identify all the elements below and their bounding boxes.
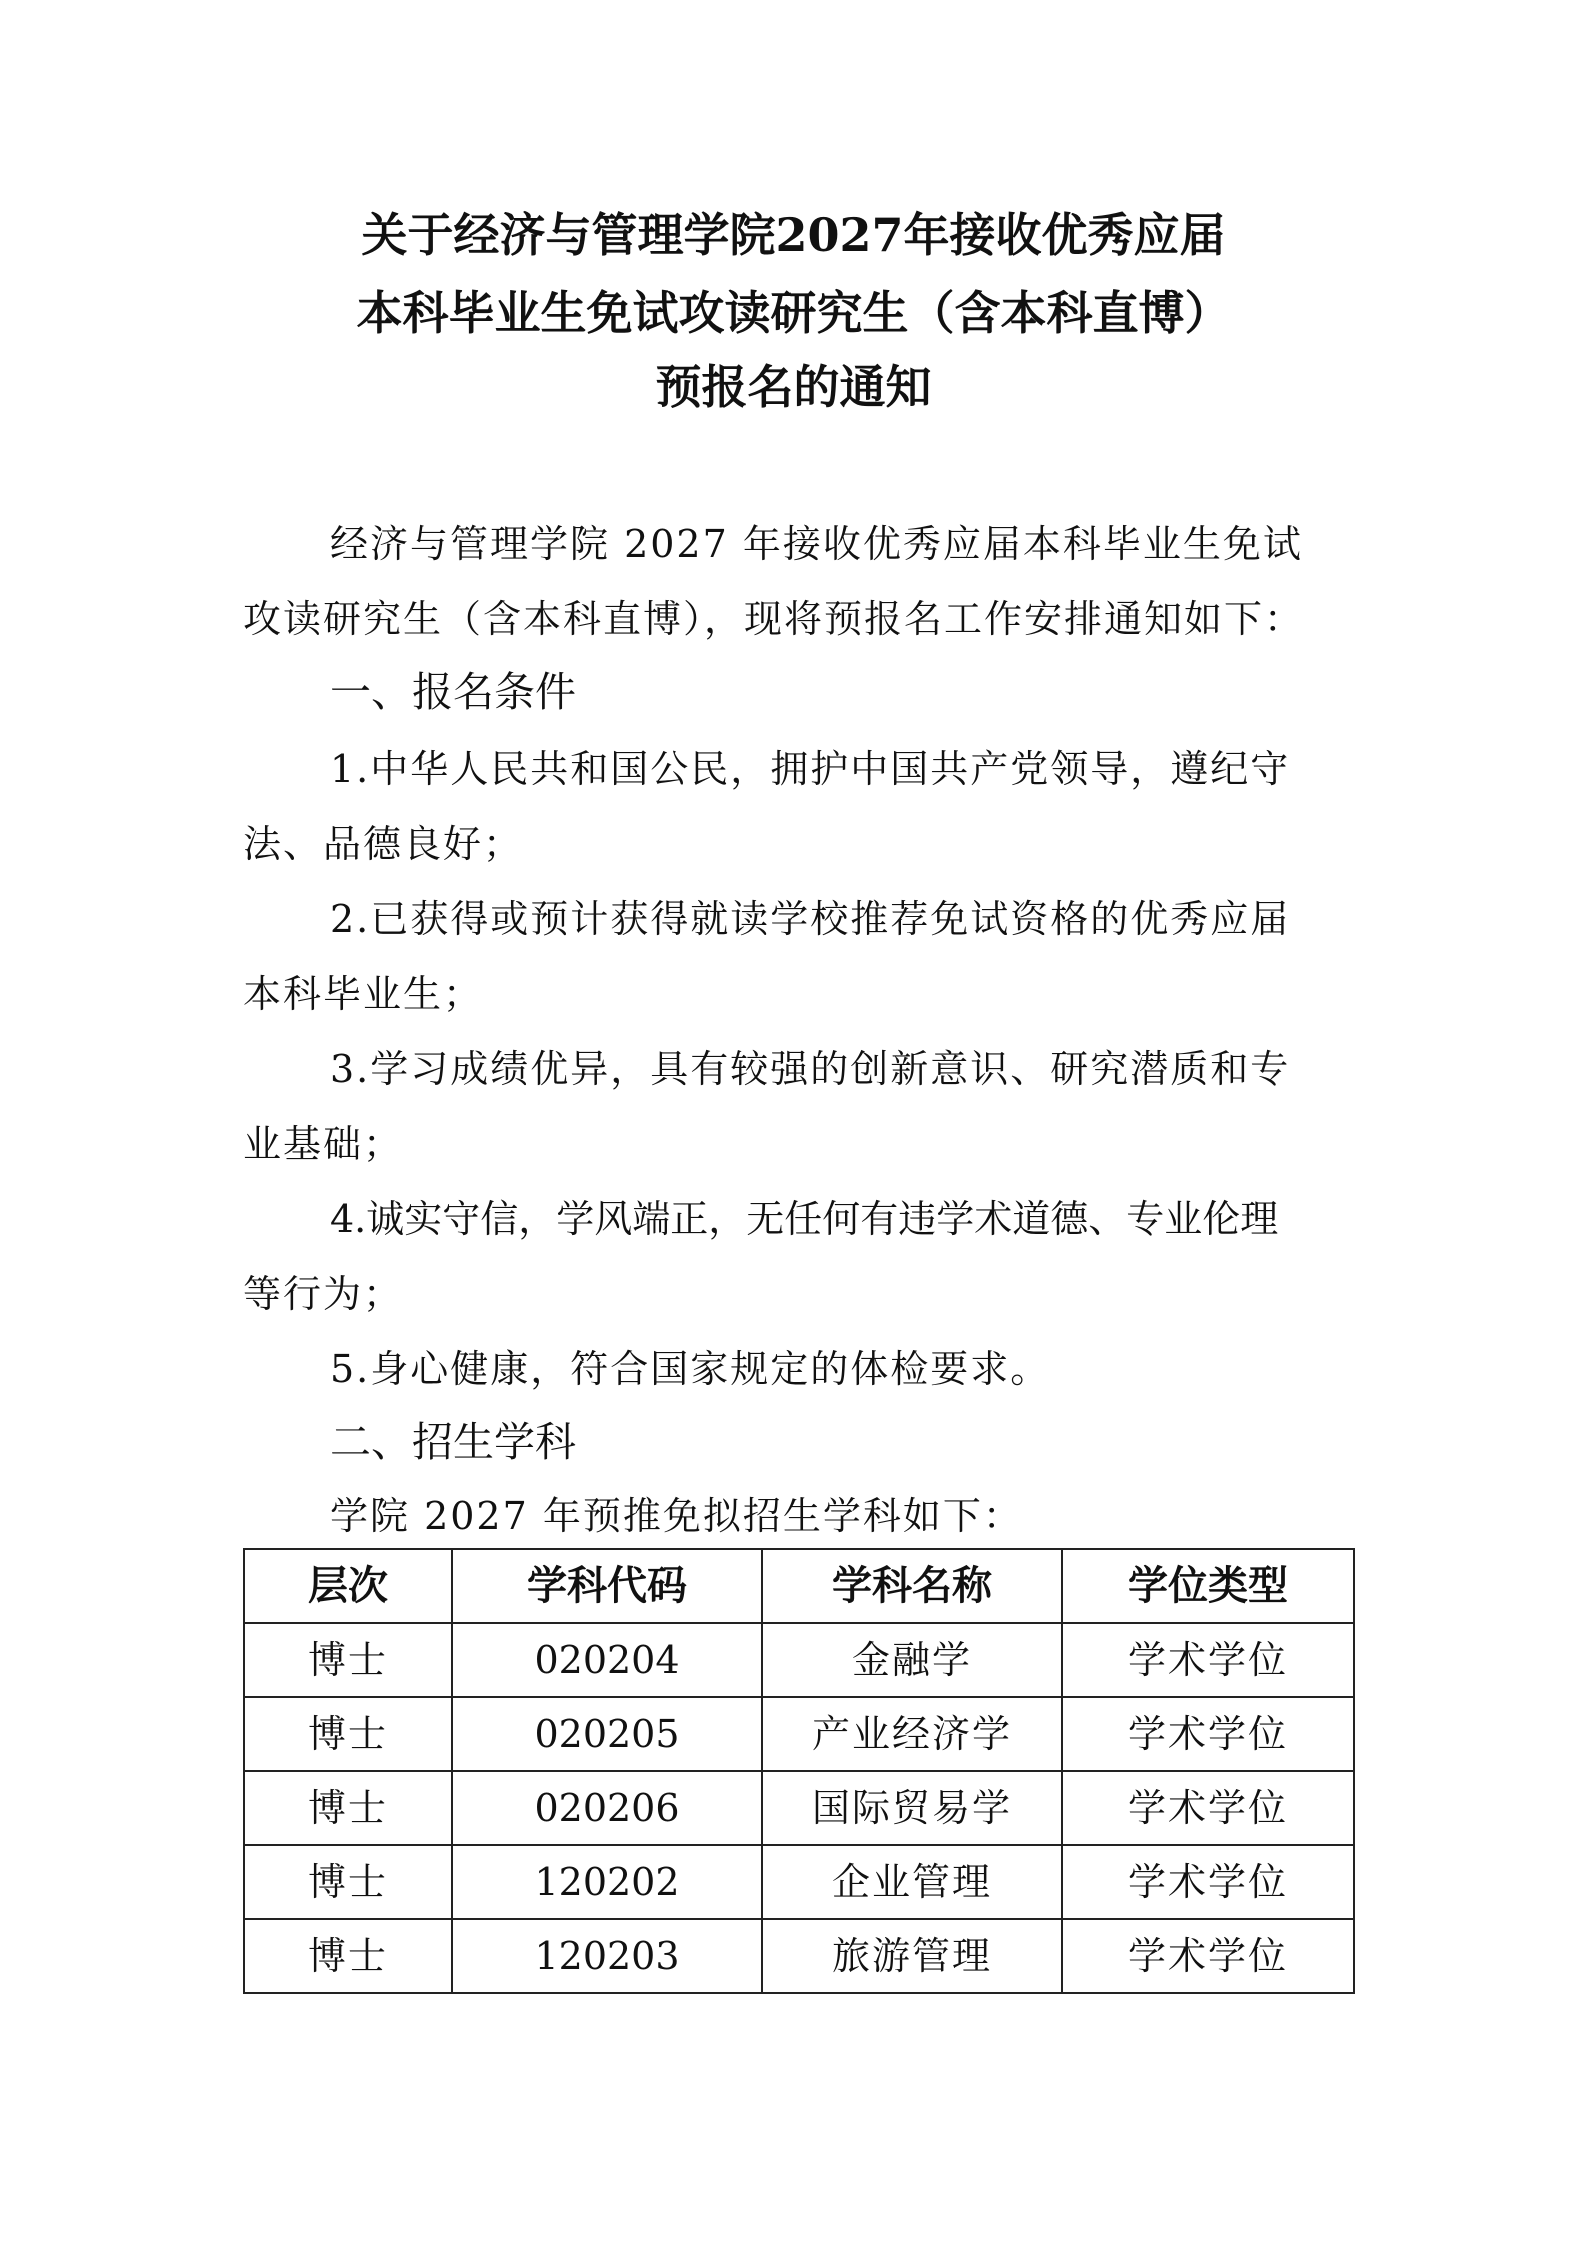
- cell-code: 020206: [452, 1771, 762, 1845]
- condition-2-line-1: 2.已获得或预计获得就读学校推荐免试资格的优秀应届: [330, 897, 1291, 941]
- title-line-1: 关于经济与管理学院2027年接收优秀应届: [361, 208, 1226, 262]
- header-code: 学科代码: [452, 1549, 762, 1623]
- cell-level: 博士: [244, 1697, 452, 1771]
- header-level: 层次: [244, 1549, 452, 1623]
- header-name: 学科名称: [762, 1549, 1062, 1623]
- condition-1-line-1: 1.中华人民共和国公民，拥护中国共产党领导，遵纪守: [330, 747, 1291, 791]
- cell-level: 博士: [244, 1771, 452, 1845]
- cell-level: 博士: [244, 1623, 452, 1697]
- cell-level: 博士: [244, 1919, 452, 1993]
- condition-5: 5.身心健康，符合国家规定的体检要求。: [330, 1347, 1051, 1391]
- cell-name: 金融学: [762, 1623, 1062, 1697]
- table-header-row: [244, 1549, 1354, 1623]
- condition-4-line-2: 等行为；: [243, 1272, 404, 1316]
- cell-degree-type: 学术学位: [1062, 1697, 1354, 1771]
- title-line-2: 本科毕业生免试攻读研究生（含本科直博）: [356, 286, 1231, 340]
- condition-3-line-2: 业基础；: [243, 1122, 404, 1166]
- table-row: [244, 1845, 1354, 1919]
- cell-name: 产业经济学: [762, 1697, 1062, 1771]
- disciplines-table: [243, 1548, 1355, 1994]
- cell-name: 国际贸易学: [762, 1771, 1062, 1845]
- cell-degree-type: 学术学位: [1062, 1845, 1354, 1919]
- cell-code: 020204: [452, 1623, 762, 1697]
- cell-degree-type: 学术学位: [1062, 1771, 1354, 1845]
- condition-1-line-2: 法、品德良好；: [243, 822, 524, 866]
- disciplines-intro: 学院 2027 年预推免拟招生学科如下：: [330, 1494, 1023, 1538]
- section-heading-disciplines: 二、招生学科: [330, 1418, 576, 1466]
- header-degree-type: 学位类型: [1062, 1549, 1354, 1623]
- condition-2-line-2: 本科毕业生；: [243, 972, 484, 1016]
- table-row: [244, 1697, 1354, 1771]
- cell-level: 博士: [244, 1845, 452, 1919]
- cell-name: 旅游管理: [762, 1919, 1062, 1993]
- cell-degree-type: 学术学位: [1062, 1623, 1354, 1697]
- condition-4-line-1: 4.诚实守信，学风端正，无任何有违学术道德、专业伦理: [330, 1197, 1279, 1241]
- cell-code: 120203: [452, 1919, 762, 1993]
- intro-line-2: 攻读研究生（含本科直博），现将预报名工作安排通知如下：: [243, 597, 1305, 641]
- cell-name: 企业管理: [762, 1845, 1062, 1919]
- table-row: [244, 1623, 1354, 1697]
- section-heading-conditions: 一、报名条件: [330, 668, 576, 716]
- table-row: [244, 1919, 1354, 1993]
- intro-line-1: 经济与管理学院 2027 年接收优秀应届本科毕业生免试: [330, 522, 1303, 566]
- cell-code: 120202: [452, 1845, 762, 1919]
- cell-degree-type: 学术学位: [1062, 1919, 1354, 1993]
- table-row: [244, 1771, 1354, 1845]
- title-line-3: 预报名的通知: [655, 360, 932, 414]
- condition-3-line-1: 3.学习成绩优异，具有较强的创新意识、研究潜质和专: [330, 1047, 1291, 1091]
- cell-code: 020205: [452, 1697, 762, 1771]
